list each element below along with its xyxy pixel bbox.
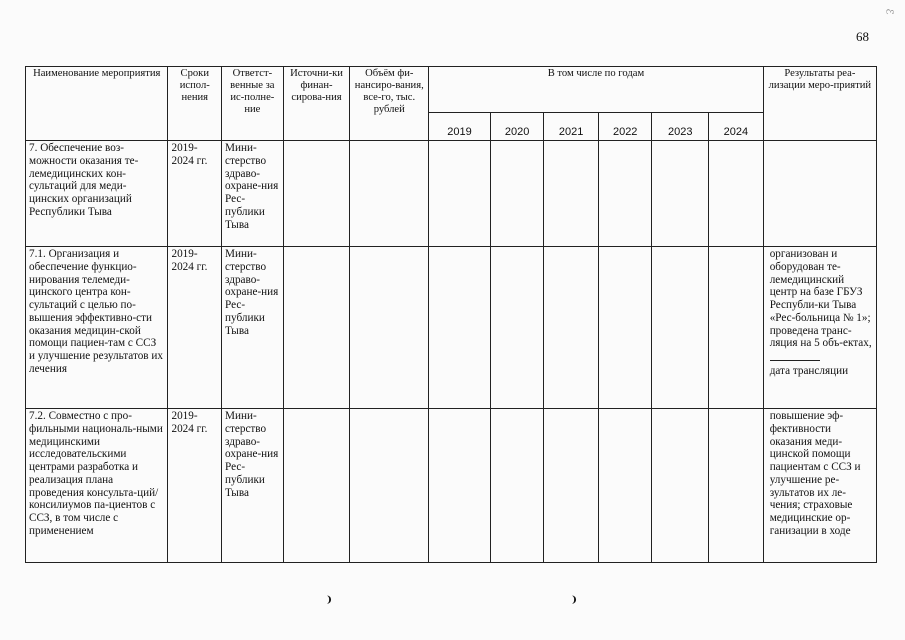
empty-cell	[429, 409, 491, 563]
footer-mark-right: ⁾	[572, 593, 578, 612]
row-7-name: 7. Обеспечение воз-можности оказания те-лемедицинских кон-сультаций для меди-цинских организаций Республики Тыва	[26, 141, 168, 247]
row-7-2-deadline: 2019-2024 гг.	[168, 409, 222, 563]
empty-cell	[429, 141, 491, 247]
row-7-1-result-tail: дата трансляции	[769, 364, 849, 377]
header-responsible: Ответст-венные за ис-полне-ние	[222, 67, 284, 141]
empty-cell	[544, 247, 599, 409]
empty-cell	[652, 409, 709, 563]
empty-cell	[598, 247, 652, 409]
empty-cell	[598, 409, 652, 563]
year-2023: 2023	[652, 113, 709, 141]
empty-cell	[544, 409, 599, 563]
header-row	[26, 67, 877, 113]
empty-cell	[490, 247, 544, 409]
row-7-2-result: повышение эф-фективности оказания меди-цинской помощи пациентам с ССЗ и улучшение ре-зультатов их ле-чения; страховые медицинские ор-ганизации в ходе	[763, 409, 876, 563]
row-7-1-responsible: Мини-стерство здраво-охране-ния Рес-публики Тыва	[222, 247, 284, 409]
row-7-1-result: организован и оборудован те-лемедицинский центр на базе ГБУЗ Республи-ки Тыва «Рес-больница № 1»; проведена транс-ляция на 5 объ-ектах,	[769, 248, 872, 350]
empty-cell	[350, 409, 429, 563]
empty-cell	[652, 247, 709, 409]
header-name: Наименование мероприятия	[26, 67, 168, 141]
corner-mark: ℰ	[883, 8, 895, 15]
header-volume: Объём фи-нансиро-вания, все-го, тыс. рублей	[350, 67, 429, 141]
empty-cell	[598, 141, 652, 247]
table-row	[26, 247, 877, 409]
empty-cell	[490, 141, 544, 247]
empty-cell	[709, 247, 764, 409]
year-2022: 2022	[598, 113, 652, 141]
header-results: Результаты реа-лизации меро-приятий	[763, 67, 876, 141]
empty-cell	[283, 409, 350, 563]
row-7-deadline: 2019-2024 гг.	[168, 141, 222, 247]
row-7-1-result-cell	[763, 247, 876, 409]
page-number: 68	[856, 29, 869, 44]
table-row	[26, 409, 877, 563]
year-2019: 2019	[429, 113, 491, 141]
header-deadline: Сроки испол-нения	[168, 67, 222, 141]
empty-cell	[283, 141, 350, 247]
row-7-1-name: 7.1. Организация и обеспечение функцио-нирования телемеди-цинского центра кон-сультаций с целью по-вышения эффективно-сти оказания медицин-ской помощи пациен-там с ССЗ и улучшение результатов их лечения	[26, 247, 168, 409]
empty-cell	[544, 141, 599, 247]
table-row	[26, 141, 877, 247]
year-2021: 2021	[544, 113, 599, 141]
empty-cell	[709, 409, 764, 563]
row-7-2-responsible: Мини-стерство здраво-охране-ния Рес-публики Тыва	[222, 409, 284, 563]
row-7-2-name: 7.2. Совместно с про-фильными националь-ными медицинскими исследовательскими центрами разработка и реализация плана проведения консульта-ций/консилиумов па-циентов с ССЗ, в том числе с применением	[26, 409, 168, 563]
activities-table	[25, 66, 877, 563]
row-7-result	[763, 141, 876, 247]
row-7-responsible: Мини-стерство здраво-охране-ния Рес-публики Тыва	[222, 141, 284, 247]
empty-cell	[350, 141, 429, 247]
empty-cell	[429, 247, 491, 409]
year-2024: 2024	[709, 113, 764, 141]
footer-mark-left: ⁾	[327, 593, 333, 612]
year-2020: 2020	[490, 113, 544, 141]
date-blank-line	[770, 350, 820, 361]
empty-cell	[490, 409, 544, 563]
header-sources: Источни-ки финан-сирова-ния	[283, 67, 350, 141]
empty-cell	[652, 141, 709, 247]
empty-cell	[350, 247, 429, 409]
empty-cell	[709, 141, 764, 247]
header-by-years: В том числе по годам	[429, 67, 764, 113]
empty-cell	[283, 247, 350, 409]
row-7-1-deadline: 2019-2024 гг.	[168, 247, 222, 409]
